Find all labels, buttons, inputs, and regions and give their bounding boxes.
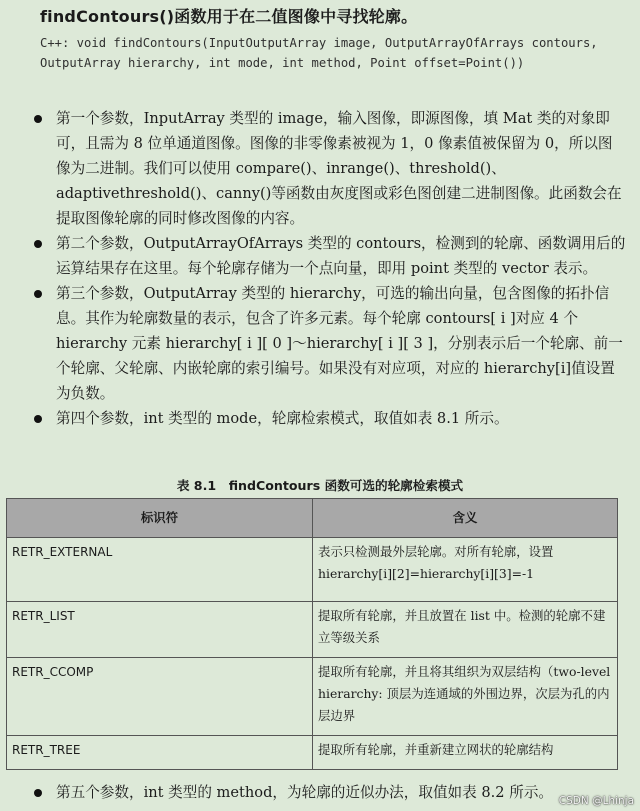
bullet-icon	[34, 415, 42, 423]
parameter-item-5	[0, 780, 640, 805]
parameter-item-3	[0, 281, 640, 406]
header-meaning: 含义	[313, 499, 618, 538]
identifier-cell: RETR_EXTERNAL	[7, 538, 313, 602]
meaning-cell: 提取所有轮廓，并且放置在 list 中。检测的轮廓不建立等级关系	[313, 602, 618, 658]
watermark: CSDN @Lhinja	[558, 795, 634, 807]
identifier-cell: RETR_CCOMP	[7, 658, 313, 736]
bullet-icon	[34, 115, 42, 123]
retrieval-mode-table	[6, 498, 618, 770]
table-caption: 表 8.1 findContours 函数可选的轮廓检索模式	[176, 478, 464, 493]
parameter-item-4	[0, 406, 640, 431]
parameter-list	[0, 106, 640, 431]
meaning-cell: 表示只检测最外层轮廓。对所有轮廓，设置 hierarchy[i][2]=hierarchy[i][3]=-1	[313, 538, 618, 602]
parameter-item-5-body	[0, 780, 640, 805]
identifier-cell: RETR_LIST	[7, 602, 313, 658]
table-row	[7, 658, 618, 736]
meaning-cell: 提取所有轮廓，并且将其组织为双层结构（two-level hierarchy: 顶层为连通域的外围边界，次层为孔的内层边界	[313, 658, 618, 736]
table-row	[7, 736, 618, 770]
parameter-text: 第五个参数，int 类型的 method，为轮廓的近似办法，取值如表 8.2 所示。	[56, 784, 554, 801]
function-signature-code: C++: void findContours(InputOutputArray image, OutputArrayOfArrays contours, OutputArray hierarchy, int mode, int method, Point offset=Point())	[40, 36, 605, 70]
parameter-text: 第二个参数，OutputArrayOfArrays 类型的 contours，检测到的轮廓、函数调用后的运算结果存在这里。每个轮廓存储为一个点向量，即用 point 类型的 vector 表示。	[56, 235, 626, 277]
parameter-text: 第一个参数，InputArray 类型的 image，输入图像，即源图像，填 Mat 类的对象即可，且需为 8 位单通道图像。图像的非零像素被视为 1，0 像素值被保留为 0，所以图像为二进制。我们可以使用 compare()、inrange()、threshold()、adaptivethreshold()、canny()等函数由灰度图或彩色图创建二进制图像。此函数会在提取图像轮廓的同时修改图像的内容。	[56, 110, 622, 227]
table-header-row	[7, 499, 618, 538]
identifier-cell: RETR_TREE	[7, 736, 313, 770]
bullet-icon	[34, 240, 42, 248]
parameter-text: 第四个参数，int 类型的 mode，轮廓检索模式，取值如表 8.1 所示。	[56, 410, 509, 427]
table-row	[7, 602, 618, 658]
table-row	[7, 538, 618, 602]
parameter-item-2	[0, 231, 640, 281]
bullet-icon	[34, 290, 42, 298]
parameter-item-1	[0, 106, 640, 231]
bullet-icon	[34, 789, 42, 797]
header-identifier: 标识符	[7, 499, 313, 538]
meaning-cell: 提取所有轮廓，并重新建立网状的轮廓结构	[313, 736, 618, 770]
intro-sentence: findContours()函数用于在二值图像中寻找轮廓。	[40, 7, 418, 26]
parameter-text: 第三个参数，OutputArray 类型的 hierarchy，可选的输出向量，包含图像的拓扑信息。其作为轮廓数量的表示，包含了许多元素。每个轮廓 contours[ i ]对应 4 个 hierarchy 元素 hierarchy[ i ][ 0 ]～hierarchy[ i ][ 3 ]，分别表示后一个轮廓、前一个轮廓、父轮廓、内嵌轮廓的索引编号。如果没有对应项，对应的 hierarchy[i]值设置为负数。	[56, 285, 623, 402]
